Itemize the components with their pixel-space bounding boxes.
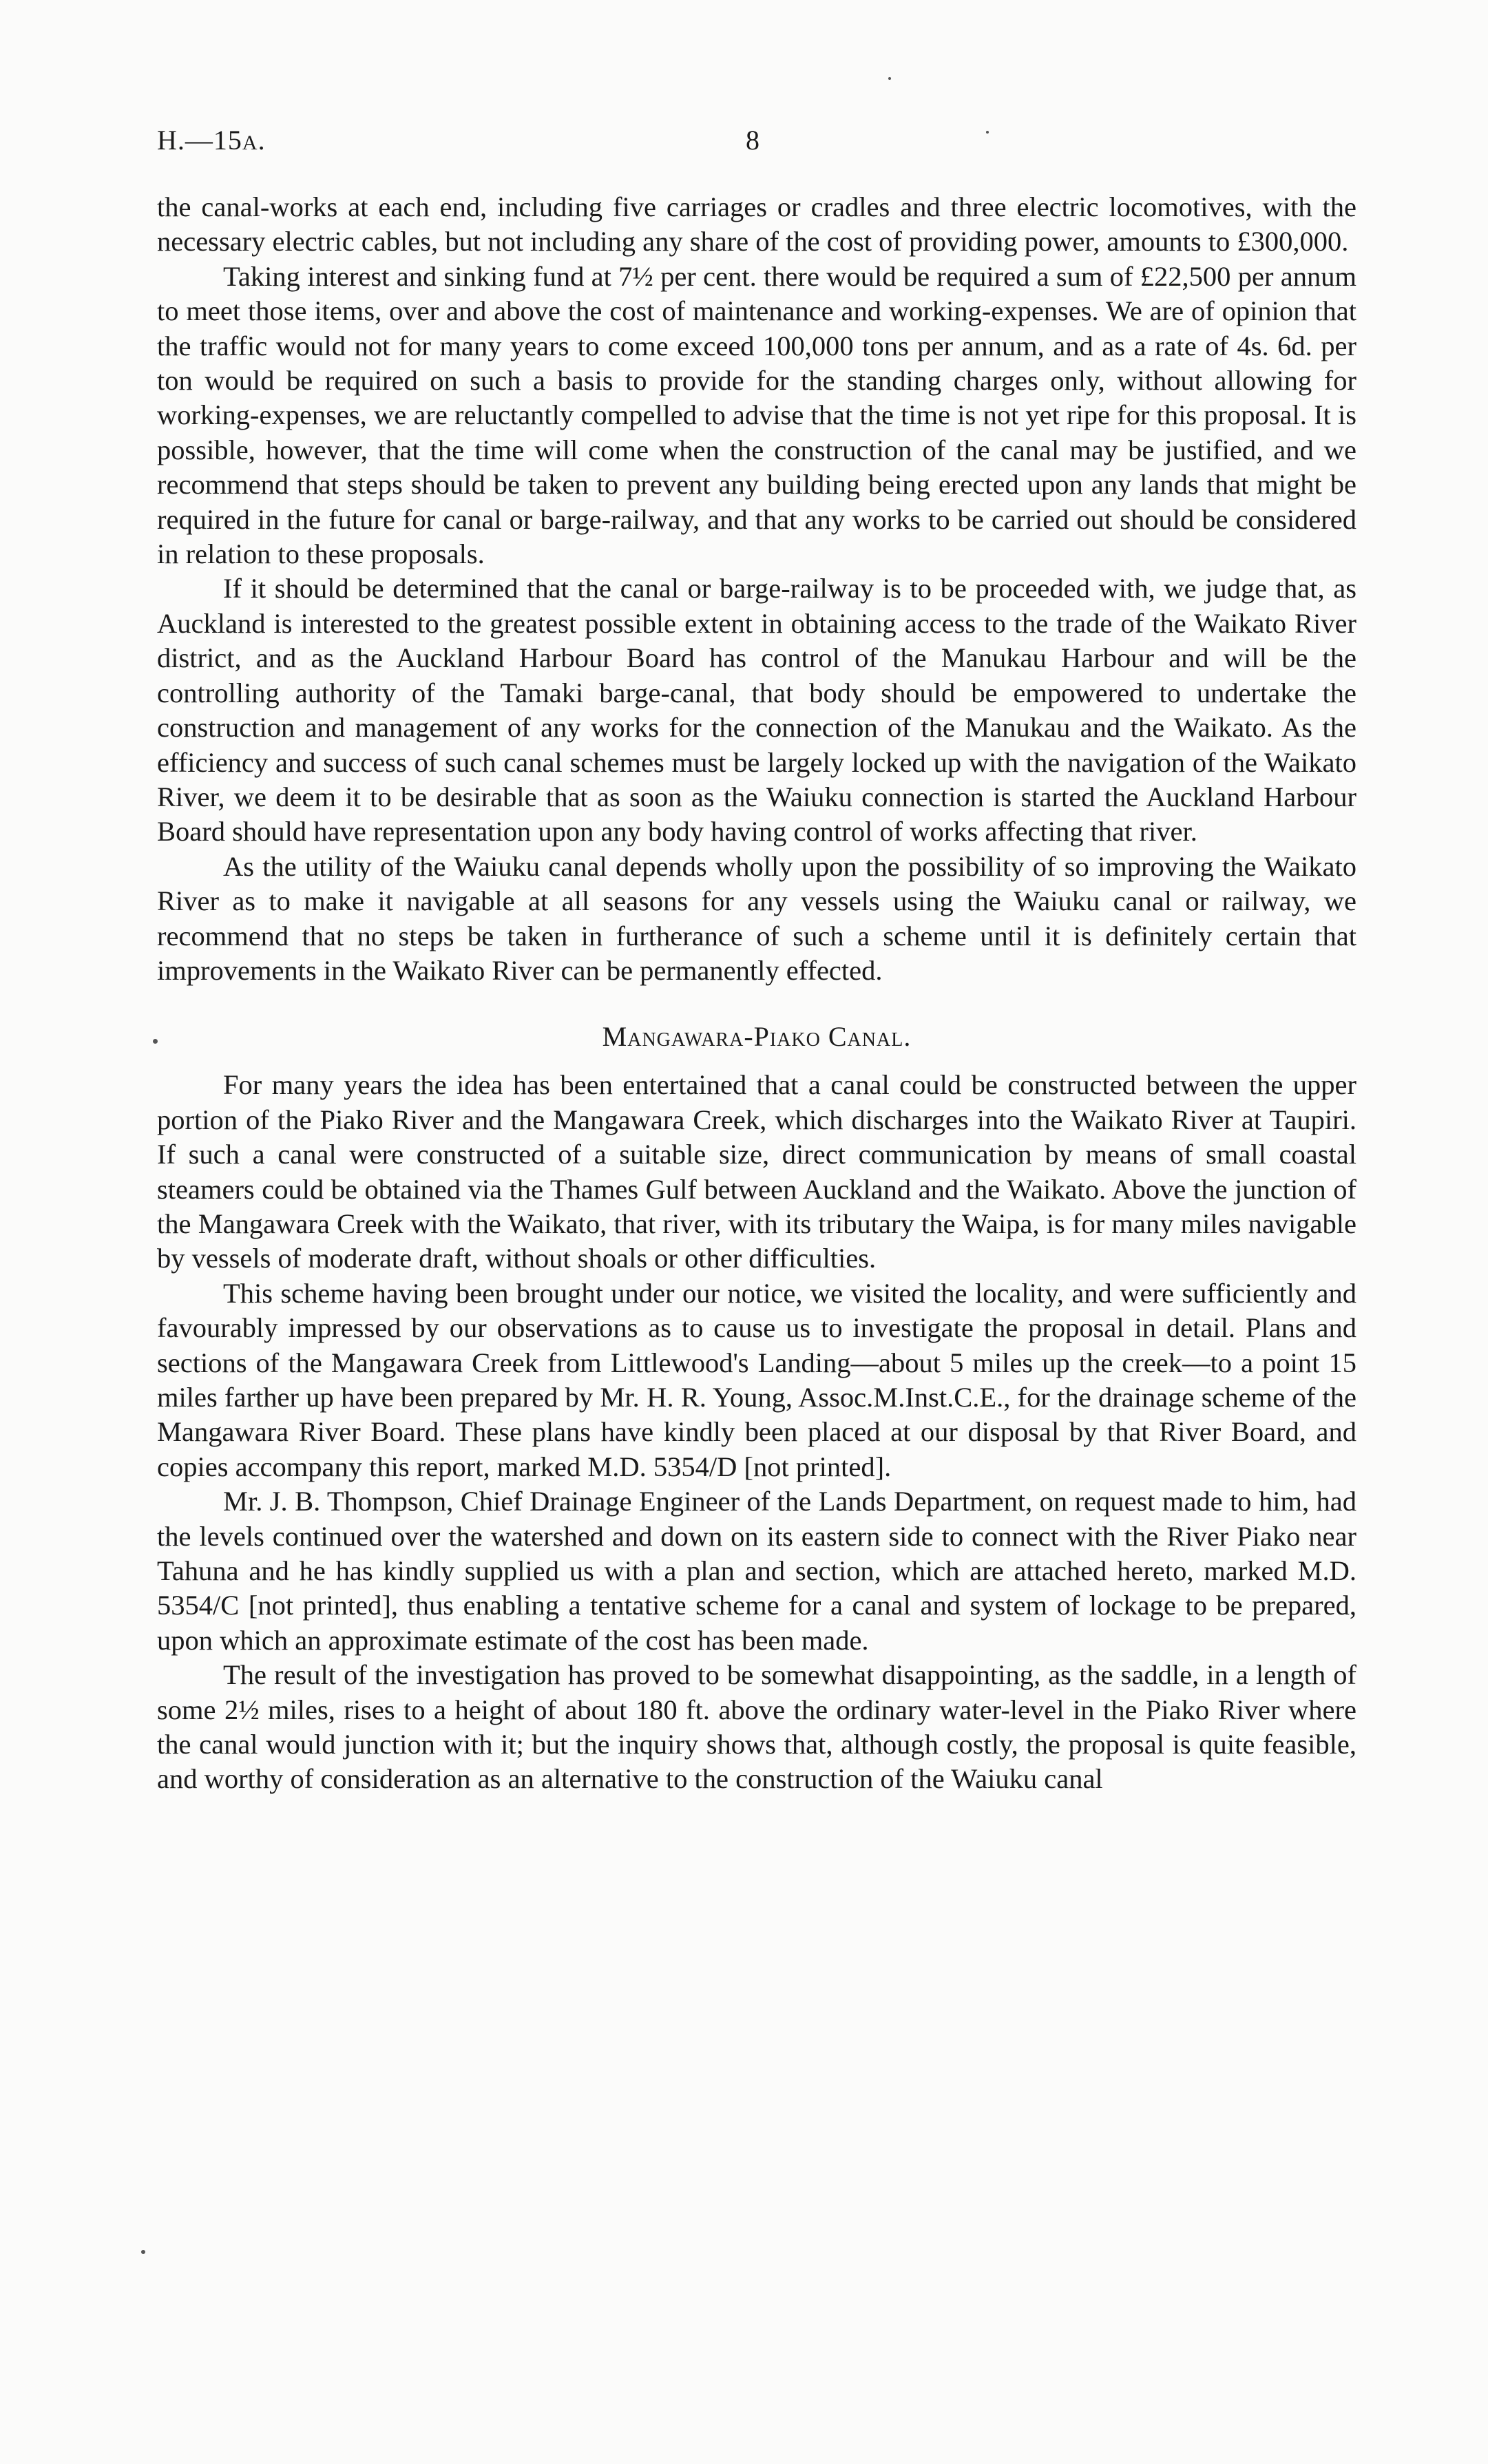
paragraph: Taking interest and sinking fund at 7½ per cent. there would be required a sum of £22,500 per annum to meet those items, over and above the cost of maintenance and working-expenses. We are of opinion that the traffic would not for many years to come exceed 100,000 tons per annum, and as a rate of 4s. 6d. per ton would be required on such a basis to provide for the standing charges only, without allowing for working-expenses, we are reluctantly compelled to advise that the time is not yet ripe for this proposal. It is possible, however, that the time will come when the construction of the canal may be justified, and we recommend that steps should be taken to prevent any building being erected upon any lands that might be required in the future for canal or barge-railway, and that any works to be carried out should be considered in relation to these proposals. bbox=[157, 260, 1356, 570]
stray-ink-mark bbox=[141, 2250, 145, 2254]
paragraph: As the utility of the Waiuku canal depends wholly upon the possibility of so improving the Waikato River as to make it navigable at all seasons for any vessels using the Waiuku canal or railway, we recommend that no steps be taken in furtherance of such a scheme until it is definitely certain that improvements in the Waikato River can be permanently effected. bbox=[157, 850, 1356, 986]
stray-ink-mark bbox=[986, 131, 989, 134]
section-heading: Mangawara-Piako Canal. bbox=[602, 1021, 912, 1053]
document-body bbox=[157, 190, 1356, 1797]
paragraph: The result of the investigation has proved to be somewhat disappointing, as the saddle, in a length of some 2½ miles, rises to a height of about 180 ft. above the ordinary water-level in the Piako River where the canal would junction with it; but the inquiry shows that, although costly, the proposal is quite feasible, and worthy of consideration as an alternative to the construction of the Waiuku canal bbox=[157, 1659, 1356, 1795]
paragraph: For many years the idea has been entertained that a canal could be constructed between the upper portion of the Piako River and the Mangawara Creek, which discharges into the Waikato River at Taupiri. If such a canal were constructed of a suitable size, direct communication by means of small coastal steamers could be obtained via the Thames Gulf between Auckland and the Waikato. Above the junction of the Mangawara Creek with the Waikato, that river, with its tributary the Waipa, is for many miles navigable by vessels of moderate draft, without shoals or other difficulties. bbox=[157, 1069, 1356, 1274]
page-header bbox=[157, 124, 1356, 165]
stray-ink-mark bbox=[888, 77, 891, 80]
report-reference: H.—15A. bbox=[157, 125, 266, 156]
paragraph: This scheme having been brought under our notice, we visited the locality, and were sufficiently and favourably impressed by our observations as to cause us to investigate the proposal in detail. Plans and sections of the Mangawara Creek from Littlewood's Landing—about 5 miles up the creek—to a point 15 miles farther up have been prepared by Mr. H. R. Young, Assoc.M.Inst.C.E., for the drainage scheme of the Mangawara River Board. These plans have kindly been placed at our disposal by that River Board, and copies accompany this report, marked M.D. 5354/D [not printed]. bbox=[157, 1277, 1356, 1482]
paragraph: Mr. J. B. Thompson, Chief Drainage Engineer of the Lands Department, on request made to him, had the levels continued over the watershed and down on its eastern side to connect with the River Piako near Tahuna and he has kindly supplied us with a plan and section, which are attached hereto, marked M.D. 5354/C [not printed], thus enabling a tentative scheme for a canal and system of lockage to be prepared, upon which an approximate estimate of the cost has been made. bbox=[157, 1486, 1356, 1656]
paragraph: If it should be determined that the canal or barge-railway is to be proceeded with, we judge that, as Auckland is interested to the greatest possible extent in obtaining access to the trade of the Waikato River district, and as the Auckland Harbour Board has control of the Manukau Harbour and will be the controlling authority of the Tamaki barge-canal, that body should be empowered to undertake the construction and management of any works for the connection of the Manukau and the Waikato. As the efficiency and success of such canal schemes must be largely locked up with the navigation of the Waikato River, we deem it to be desirable that as soon as the Waiuku connection is started the Auckland Harbour Board should have representation upon any body having control of works affecting that river. bbox=[157, 573, 1356, 847]
page-number: 8 bbox=[746, 125, 759, 156]
stray-ink-mark bbox=[153, 1039, 158, 1044]
paragraph: the canal-works at each end, including five carriages or cradles and three electric locomotives, with the necessary electric cables, but not including any share of the cost of providing power, amounts to £300,000. bbox=[157, 191, 1356, 257]
